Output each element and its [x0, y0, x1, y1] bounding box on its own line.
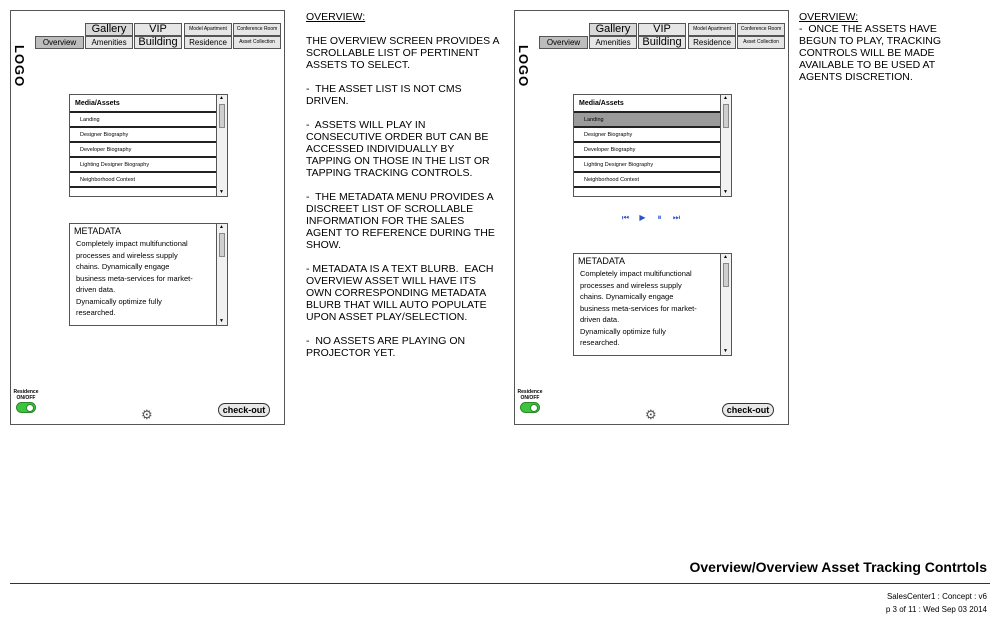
asset-list-scrollbar[interactable] [720, 95, 731, 196]
project-info: SalesCenter1 : Concept : v6 [886, 592, 987, 601]
asset-item-designer-biography[interactable]: Designer Biography [574, 128, 720, 143]
metadata-panel[interactable] [69, 223, 228, 326]
notes-paragraph: - ASSETS WILL PLAY IN CONSECUTIVE ORDER BUT CAN BE ACCESSED INDIVIDUALLY BY TAPPING ON THOSE IN THE LIST OR TAPPING TRACKING CONTROLS. [306, 119, 490, 179]
scroll-thumb[interactable] [219, 104, 225, 128]
logo: LOGO [12, 45, 27, 88]
asset-item-designer-biography[interactable]: Designer Biography [70, 128, 216, 143]
asset-list-scrollbar[interactable] [216, 95, 227, 196]
annotation-notes-right [799, 11, 989, 95]
metadata-line: researched. [580, 338, 620, 347]
media-assets-list[interactable] [573, 94, 732, 197]
toggle-label-line: Residence [13, 389, 39, 395]
metadata-line: business meta-services for market- [580, 303, 697, 313]
metadata-line: processes and wireless supply [76, 250, 178, 260]
notes-paragraph: - THE METADATA MENU PROVIDES A DISCREET LIST OF SCROLLABLE INFORMATION FOR THE SALES AGENT TO REFERENCE DURING THE SHOW. [306, 191, 495, 251]
previous-track-icon[interactable]: ⏮ [621, 212, 630, 222]
notes-paragraph: - NO ASSETS ARE PLAYING ON PROJECTOR YET. [306, 335, 466, 359]
nav-tab-gallery[interactable]: Gallery [85, 23, 133, 36]
footer-divider [10, 583, 990, 584]
metadata-text [574, 266, 731, 349]
asset-item-developer-biography[interactable]: Developer Biography [70, 143, 216, 158]
scroll-down-icon[interactable]: ▼ [219, 318, 224, 324]
nav-tab-asset-collection[interactable]: Asset Collection [233, 36, 281, 49]
nav-tab-residence[interactable]: Residence [688, 36, 736, 49]
logo: LOGO [516, 45, 531, 88]
notes-paragraph: - THE ASSET LIST IS NOT CMS DRIVEN. [306, 83, 462, 107]
nav-tab-amenities[interactable]: Amenities [85, 36, 133, 49]
notes-paragraph: THE OVERVIEW SCREEN PROVIDES A SCROLLABLE LIST OF PERTINENT ASSETS TO SELECT. [306, 35, 500, 71]
nav-tab-conference-room[interactable]: Conference Room [233, 23, 281, 36]
metadata-line: Completely impact multifunctional [76, 239, 188, 248]
metadata-line: chains. Dynamically engage [76, 262, 170, 271]
metadata-text [70, 236, 227, 319]
nav-tab-residence[interactable]: Residence [184, 36, 232, 49]
asset-item-developer-biography[interactable]: Developer Biography [574, 143, 720, 158]
asset-item-landing[interactable]: Landing [70, 113, 216, 128]
scroll-down-icon[interactable]: ▼ [723, 189, 728, 195]
scroll-up-icon[interactable]: ▲ [219, 224, 224, 230]
residence-toggle-label [516, 389, 544, 401]
nav-tab-building[interactable]: Building [134, 36, 182, 49]
wireframe-screen-tracking [514, 10, 789, 425]
page-info: p 3 of 11 : Wed Sep 03 2014 [885, 605, 987, 614]
wireframe-screen-overview [10, 10, 285, 425]
metadata-line: researched. [76, 308, 116, 317]
notes-paragraph: - ONCE THE ASSETS HAVE BEGUN TO PLAY, TRACKING CONTROLS WILL BE MADE AVAILABLE TO BE USED AT AGENTS DISCRETION. [799, 23, 941, 83]
scroll-up-icon[interactable]: ▲ [723, 254, 728, 260]
nav-tab-building[interactable]: Building [638, 36, 686, 49]
residence-toggle-label [12, 389, 40, 401]
residence-toggle[interactable] [16, 402, 36, 413]
nav-tab-overview[interactable]: Overview [35, 36, 84, 49]
metadata-line: driven data. [76, 285, 116, 294]
scroll-thumb[interactable] [723, 263, 729, 287]
notes-paragraph: - METADATA IS A TEXT BLURB. EACH OVERVIEW ASSET WILL HAVE ITS OWN CORRESPONDING METADATA BLURB THAT WILL AUTO POPULATE UPON ASSET PLAY/SELECTION. [306, 263, 494, 323]
metadata-line: driven data. [580, 315, 620, 324]
toggle-label-line: ON/OFF [520, 395, 540, 401]
scroll-thumb[interactable] [723, 104, 729, 128]
scroll-down-icon[interactable]: ▼ [219, 189, 224, 195]
nav-tab-gallery[interactable]: Gallery [589, 23, 637, 36]
nav-tab-overview[interactable]: Overview [539, 36, 588, 49]
scroll-thumb[interactable] [219, 233, 225, 257]
metadata-line: processes and wireless supply [580, 280, 682, 290]
pause-icon[interactable]: ⏸ [657, 212, 662, 222]
notes-heading: OVERVIEW: [799, 11, 859, 23]
residence-toggle[interactable] [520, 402, 540, 413]
notes-heading: OVERVIEW: [306, 11, 366, 23]
metadata-line: Dynamically optimize fully [580, 326, 666, 336]
annotation-notes-left [306, 11, 506, 371]
toggle-label-line: Residence [517, 389, 543, 395]
metadata-line: business meta-services for market- [76, 273, 193, 283]
scroll-up-icon[interactable]: ▲ [723, 95, 728, 101]
gear-icon[interactable]: ⚙ [645, 407, 657, 422]
page-title: Overview/Overview Asset Tracking Contrtols [689, 559, 987, 575]
nav-tab-model-apartment[interactable]: Model Apartment [688, 23, 736, 36]
metadata-panel[interactable] [573, 253, 732, 356]
nav-tab-conference-room[interactable]: Conference Room [737, 23, 785, 36]
asset-item-neighborhood-context[interactable]: Neighborhood Context [70, 173, 216, 188]
metadata-scrollbar[interactable] [216, 224, 227, 325]
metadata-title: METADATA [578, 256, 625, 266]
media-assets-header: Media/Assets [70, 95, 216, 113]
play-icon[interactable]: ▶ [639, 212, 646, 222]
metadata-scrollbar[interactable] [720, 254, 731, 355]
metadata-line: Completely impact multifunctional [580, 269, 692, 278]
toggle-label-line: ON/OFF [16, 395, 36, 401]
metadata-line: chains. Dynamically engage [580, 292, 674, 301]
toggle-knob [530, 404, 538, 412]
asset-item-landing[interactable]: Landing [574, 113, 720, 128]
media-assets-list[interactable] [69, 94, 228, 197]
toggle-knob [26, 404, 34, 412]
scroll-down-icon[interactable]: ▼ [723, 348, 728, 354]
nav-tab-amenities[interactable]: Amenities [589, 36, 637, 49]
nav-tab-asset-collection[interactable]: Asset Collection [737, 36, 785, 49]
metadata-title: METADATA [74, 226, 121, 236]
checkout-button[interactable]: check-out [218, 403, 270, 417]
nav-tab-vip[interactable]: VIP [638, 23, 686, 36]
asset-item-lighting-designer-biography[interactable]: Lighting Designer Biography [574, 158, 720, 173]
checkout-button[interactable]: check-out [722, 403, 774, 417]
asset-item-neighborhood-context[interactable]: Neighborhood Context [574, 173, 720, 188]
media-assets-header: Media/Assets [574, 95, 720, 113]
next-track-icon[interactable]: ⏭ [672, 212, 681, 222]
metadata-line: Dynamically optimize fully [76, 296, 162, 306]
asset-item-lighting-designer-biography[interactable]: Lighting Designer Biography [70, 158, 216, 173]
nav-tab-model-apartment[interactable]: Model Apartment [184, 23, 232, 36]
gear-icon[interactable]: ⚙ [141, 407, 153, 422]
scroll-up-icon[interactable]: ▲ [219, 95, 224, 101]
nav-tab-vip[interactable]: VIP [134, 23, 182, 36]
tracking-controls [619, 213, 683, 222]
